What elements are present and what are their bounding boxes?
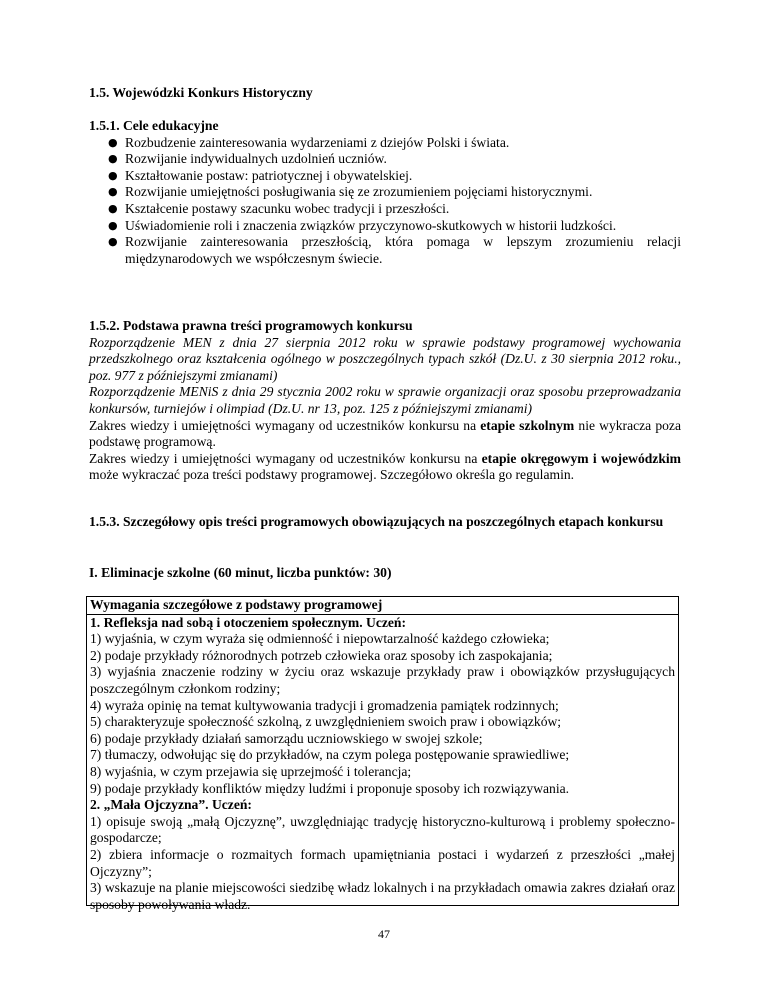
requirements-table xyxy=(86,596,679,912)
list-item: ● Kształtowanie postaw: patriotycznej i obywatelskiej. xyxy=(108,167,413,183)
list-item: ● Uświadomienie roli i znaczenia związków przyczynowo-skutkowych w historii ludzkości. xyxy=(108,217,617,233)
table-row: 9) podaje przykłady konfliktów między ludźmi i proponuje sposoby ich rozwiązywania. xyxy=(90,780,570,796)
bullet-icon: ● xyxy=(108,218,118,232)
bullet-icon: ● xyxy=(108,152,118,166)
list-item: ● Rozwijanie indywidualnych uzdolnień uczniów. xyxy=(108,151,387,167)
section2-title: 2. „Mała Ojczyzna”. Uczeń: xyxy=(90,797,252,813)
regional-stage-paragraph: Zakres wiedzy i umiejętności wymagany od uczestników konkursu na etapie okręgowym i wojewódzkim może wykraczać poza treści podstawy programowej. Szczegółowo określa go regulamin. xyxy=(89,450,681,483)
list-item: ● Rozwijanie umiejętności posługiwania się ze zrozumieniem pojęciami historycznymi. xyxy=(108,184,593,200)
page-title: 1.5. Wojewódzki Konkurs Historyczny xyxy=(89,85,313,100)
table-row: 1) wyjaśnia, w czym wyraża się odmienność i niepowtarzalność każdego człowieka; xyxy=(90,631,550,647)
section1-title: 1. Refleksja nad sobą i otoczeniem społecznym. Uczeń: xyxy=(90,614,407,630)
table-row: 1) opisuje swoją „małą Ojczyznę”, uwzględniając tradycję historyczno-kulturową i problemy społeczno-gospodarcze; xyxy=(90,813,675,846)
regulation-1: Rozporządzenie MEN z dnia 27 sierpnia 2012 roku w sprawie podstawy programowej wychowania przedszkolnego oraz kształcenia ogólnego w poszczególnych typach szkół (Dz.U. z 30 sierpnia 2012 roku., poz. 977 z późniejszymi zmianami) xyxy=(89,334,681,383)
table-row: 3) wskazuje na planie miejscowości siedzibę władz lokalnych i na przykładach omawia zakres działań oraz sposoby powoływania władz. xyxy=(90,880,675,912)
table-row: 8) wyjaśnia, w czym przejawia się uprzejmość i tolerancja; xyxy=(90,763,412,779)
legal-heading: 1.5.2. Podstawa prawna treści programowych konkursu xyxy=(89,318,413,333)
elimination-heading: I. Eliminacje szkolne (60 minut, liczba punktów: 30) xyxy=(89,565,392,580)
table-row: 6) podaje przykłady działań samorządu uczniowskiego w swojej szkole; xyxy=(90,730,483,746)
table-row: 7) tłumaczy, odwołując się do przykładów, na czym polega postępowanie sprawiedliwe; xyxy=(90,747,570,763)
page-number: 47 xyxy=(378,927,390,941)
goals-list xyxy=(89,135,681,268)
list-item: ● Rozwijanie zainteresowania przeszłością, która pomaga w lepszym zrozumieniu relacji międzynarodowych we współczesnym świecie. xyxy=(108,234,681,266)
table-row: 2) zbiera informacje o rozmaitych formach upamiętniania postaci i wydarzeń z przeszłości „małej Ojczyzny”; xyxy=(90,846,675,879)
list-item: ● Rozbudzenie zainteresowania wydarzeniami z dziejów Polski i świata. xyxy=(108,134,510,150)
bullet-icon: ● xyxy=(108,185,118,199)
table-row: 2) podaje przykłady różnorodnych potrzeb człowieka oraz sposoby ich zaspokajania; xyxy=(90,647,553,663)
detail-heading: 1.5.3. Szczegółowy opis treści programowych obowiązujących na poszczególnych etapach konkursu xyxy=(89,514,664,529)
list-item: ● Kształcenie postawy szacunku wobec tradycji i przeszłości. xyxy=(108,200,450,216)
regulation-2: Rozporządzenie MENiS z dnia 29 stycznia 2002 roku w sprawie organizacji oraz sposobu przeprowadzania konkursów, turniejów i olimpiad (Dz.U. nr 13, poz. 125 z późniejszymi zmianami) xyxy=(89,384,681,416)
table-header: Wymagania szczegółowe z podstawy programowej xyxy=(87,597,678,615)
bullet-icon: ● xyxy=(108,235,118,249)
table-body xyxy=(87,615,678,914)
school-stage-paragraph: Zakres wiedzy i umiejętności wymagany od uczestników konkursu na etapie szkolnym nie wykracza poza podstawę programową. xyxy=(89,417,681,450)
legal-section xyxy=(89,318,681,484)
goals-section xyxy=(89,118,681,267)
goals-heading: 1.5.1. Cele edukacyjne xyxy=(89,118,219,133)
table-row: 3) wyjaśnia znaczenie rodziny w życiu oraz wskazuje przykłady praw i obowiązków przysługujących poszczególnym członkom rodziny; xyxy=(90,664,675,696)
bullet-icon: ● xyxy=(108,201,118,215)
table-row: 4) wyraża opinię na temat kultywowania tradycji i gromadzenia pamiątek rodzinnych; xyxy=(90,697,559,713)
table-row: 5) charakteryzuje społeczność szkolną, z uwzględnieniem swoich praw i obowiązków; xyxy=(90,714,562,730)
bullet-icon: ● xyxy=(108,135,118,149)
bullet-icon: ● xyxy=(108,168,118,182)
